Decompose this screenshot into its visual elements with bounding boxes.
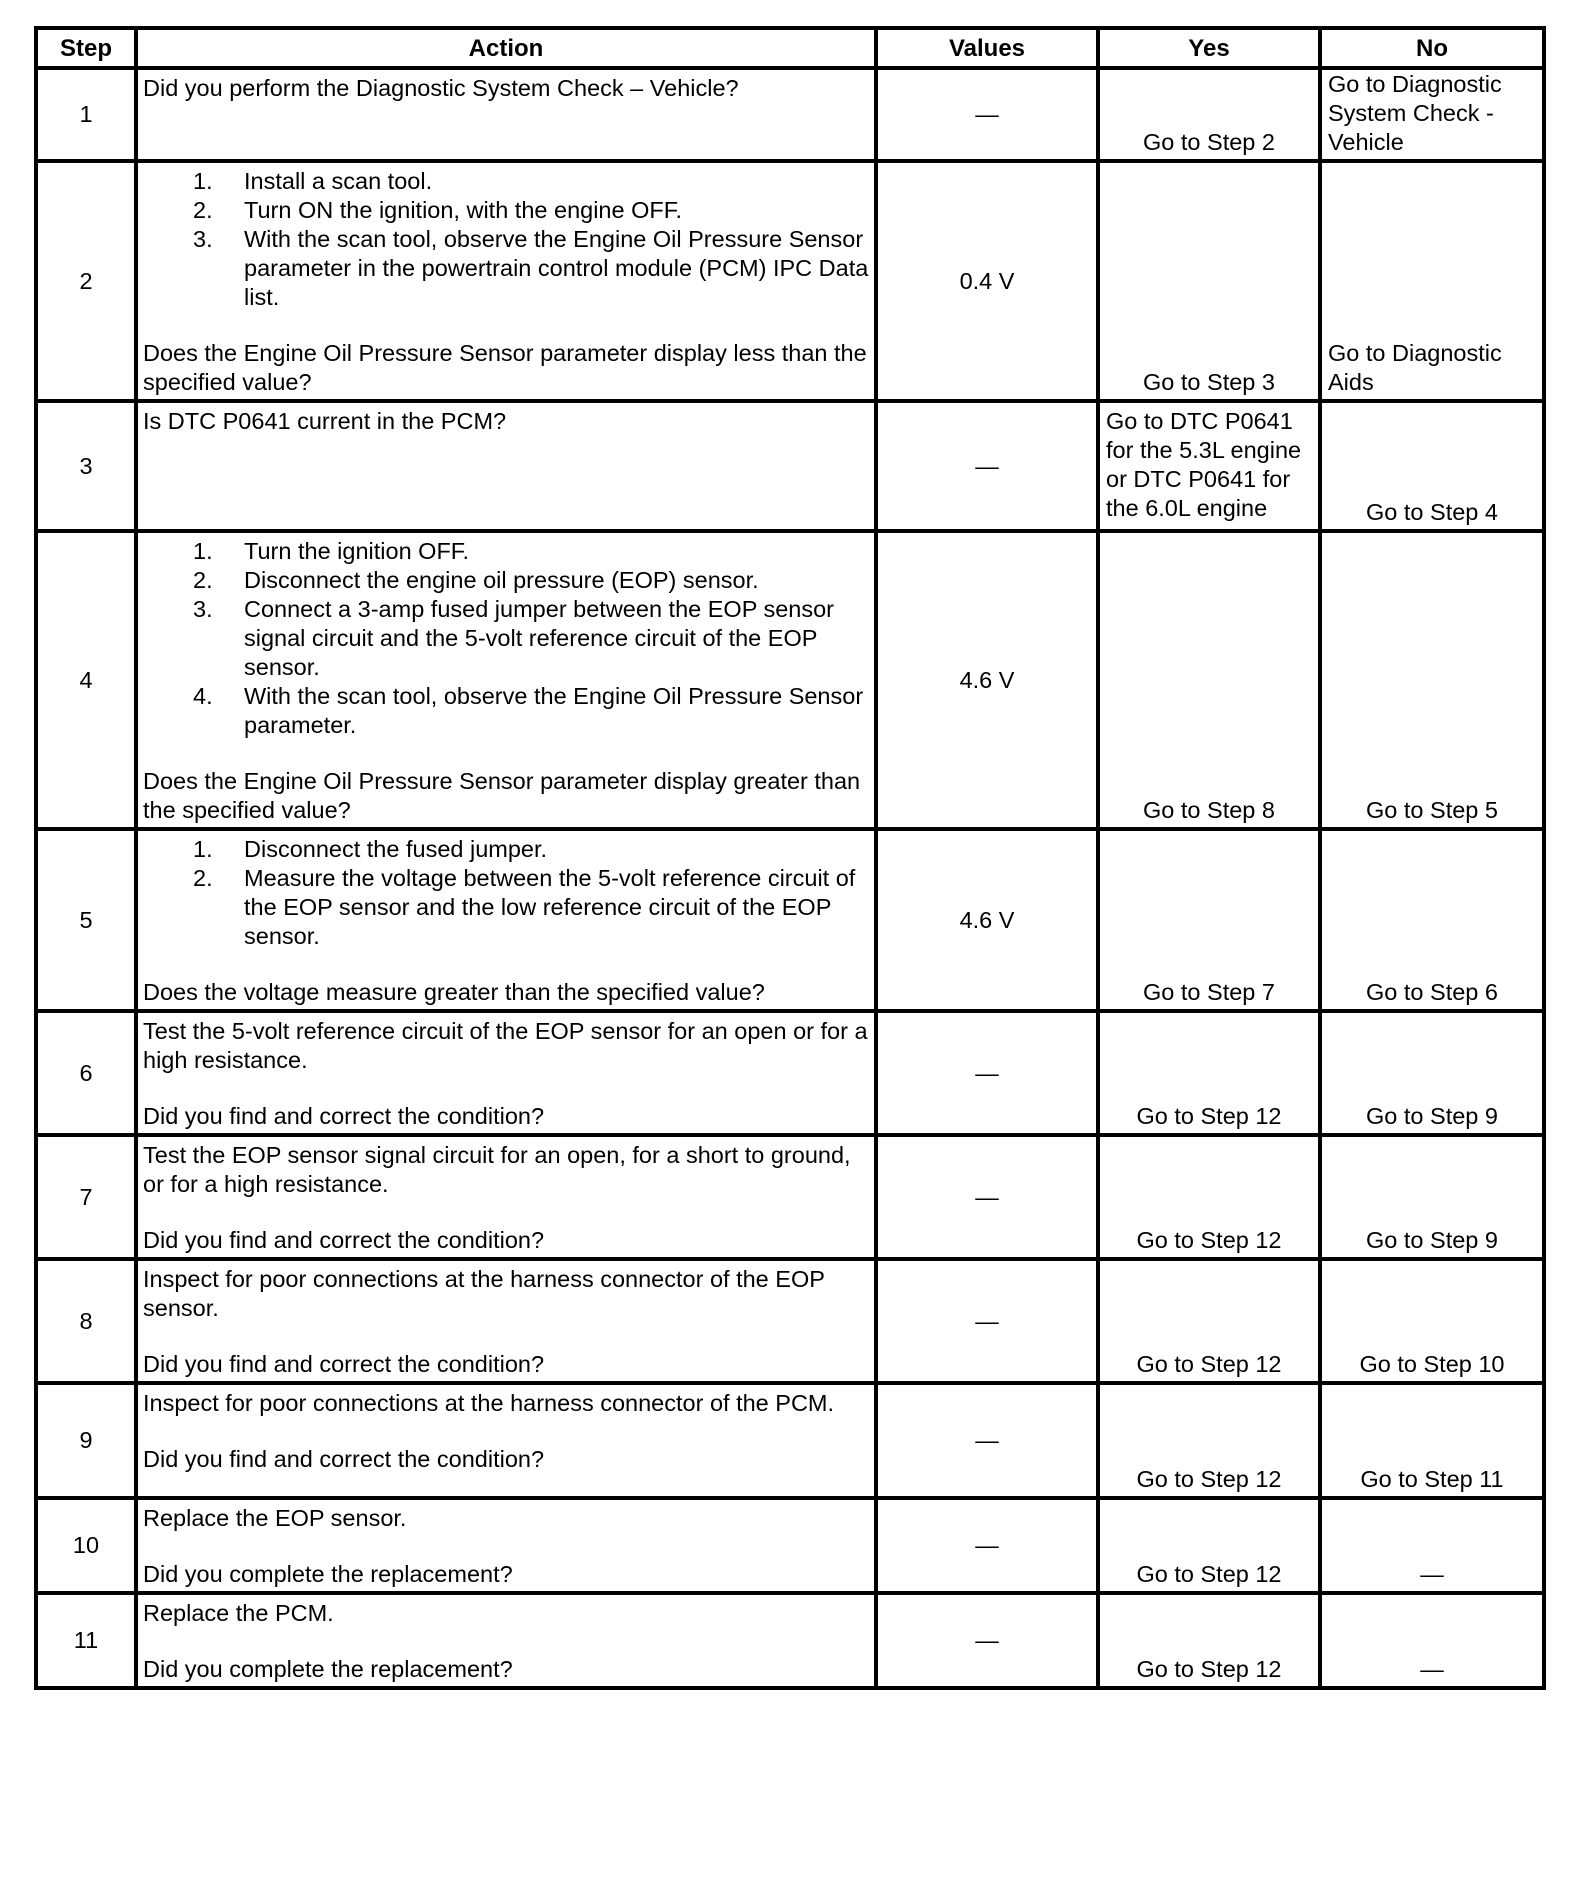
table-body	[36, 68, 1544, 1688]
action-cell	[136, 401, 876, 531]
header-no: No	[1320, 28, 1544, 68]
no-cell	[1320, 1383, 1544, 1498]
step-item-number: 1.	[193, 836, 213, 862]
action-step-item	[143, 682, 869, 740]
action-text: Replace the EOP sensor.	[143, 1505, 407, 1531]
yes-cell	[1098, 531, 1320, 829]
action-question: Does the Engine Oil Pressure Sensor parameter display less than the specified value?	[143, 340, 867, 395]
table-row	[36, 1259, 1544, 1383]
no-outcome: Go to Step 4	[1366, 499, 1498, 525]
table-row	[36, 829, 1544, 1011]
values-cell: —	[876, 401, 1098, 531]
values-cell: —	[876, 68, 1098, 161]
action-cell	[136, 1011, 876, 1135]
step-item-text: Turn the ignition OFF.	[244, 538, 470, 564]
action-step-item	[143, 196, 869, 225]
action-text: Did you perform the Diagnostic System Check – Vehicle?	[143, 75, 739, 101]
step-number: 6	[36, 1011, 136, 1135]
values-cell: 0.4 V	[876, 161, 1098, 401]
yes-outcome: Go to Step 12	[1136, 1561, 1282, 1587]
yes-outcome: Go to Step 12	[1136, 1656, 1282, 1682]
action-cell	[136, 1383, 876, 1498]
action-step-item	[143, 595, 869, 682]
spacer	[143, 1199, 869, 1226]
action-question: Does the Engine Oil Pressure Sensor parameter display greater than the specified value?	[143, 768, 861, 823]
no-outcome: Go to Step 9	[1366, 1103, 1498, 1129]
action-step-item	[143, 537, 869, 566]
step-item-text: Turn ON the ignition, with the engine OFF.	[244, 197, 683, 223]
no-outcome: —	[1420, 1656, 1444, 1682]
step-number: 11	[36, 1593, 136, 1688]
table-row	[36, 1383, 1544, 1498]
no-outcome: Go to Step 11	[1360, 1466, 1504, 1492]
action-step-item	[143, 225, 869, 312]
step-item-number: 2.	[193, 197, 213, 223]
action-step-item	[143, 864, 869, 951]
action-question: Did you find and correct the condition?	[143, 1227, 545, 1253]
step-item-number: 2.	[193, 567, 213, 593]
yes-cell	[1098, 401, 1320, 531]
step-number: 7	[36, 1135, 136, 1259]
action-step-item	[143, 167, 869, 196]
action-step-item	[143, 566, 869, 595]
action-steps-list	[143, 537, 869, 740]
action-cell	[136, 1259, 876, 1383]
action-text: Test the EOP sensor signal circuit for an open, for a short to ground, or for a high resistance.	[143, 1142, 851, 1197]
yes-outcome: Go to Step 3	[1143, 369, 1275, 395]
no-outcome: Go to Diagnostic System Check - Vehicle	[1328, 71, 1502, 155]
table-row	[36, 68, 1544, 161]
yes-outcome: Go to DTC P0641 for the 5.3L engine or DTC P0641 for the 6.0L engine	[1106, 408, 1302, 521]
table-row	[36, 1011, 1544, 1135]
yes-cell	[1098, 1259, 1320, 1383]
spacer	[143, 1628, 869, 1655]
step-item-text: Disconnect the fused jumper.	[244, 836, 548, 862]
action-cell	[136, 829, 876, 1011]
spacer	[143, 951, 869, 978]
table-row	[36, 401, 1544, 531]
step-item-text: Install a scan tool.	[244, 168, 433, 194]
action-step-item	[143, 835, 869, 864]
action-steps-list	[143, 835, 869, 951]
values-cell: —	[876, 1259, 1098, 1383]
yes-cell	[1098, 1011, 1320, 1135]
step-number: 1	[36, 68, 136, 161]
no-outcome: Go to Step 5	[1366, 797, 1498, 823]
yes-outcome: Go to Step 12	[1136, 1227, 1282, 1253]
yes-cell	[1098, 1135, 1320, 1259]
step-item-number: 3.	[193, 596, 213, 622]
diagnostic-table	[34, 26, 1546, 1690]
spacer	[143, 1323, 869, 1350]
values-cell: —	[876, 1498, 1098, 1593]
no-cell	[1320, 1011, 1544, 1135]
action-cell	[136, 1593, 876, 1688]
table-row	[36, 531, 1544, 829]
yes-outcome: Go to Step 12	[1136, 1103, 1282, 1129]
yes-cell	[1098, 1593, 1320, 1688]
no-cell	[1320, 1259, 1544, 1383]
action-steps-list	[143, 167, 869, 312]
action-cell	[136, 531, 876, 829]
no-cell	[1320, 829, 1544, 1011]
values-cell: —	[876, 1593, 1098, 1688]
step-item-text: With the scan tool, observe the Engine Oil Pressure Sensor parameter.	[244, 683, 864, 738]
header-row	[36, 28, 1544, 68]
step-item-number: 3.	[193, 226, 213, 252]
step-number: 5	[36, 829, 136, 1011]
no-cell	[1320, 68, 1544, 161]
yes-outcome: Go to Step 8	[1143, 797, 1275, 823]
step-item-text: Measure the voltage between the 5-volt reference circuit of the EOP sensor and the low reference circuit of the EOP sensor.	[244, 865, 856, 949]
step-item-text: Disconnect the engine oil pressure (EOP) sensor.	[244, 567, 759, 593]
no-outcome: —	[1420, 1561, 1444, 1587]
action-cell	[136, 161, 876, 401]
step-number: 3	[36, 401, 136, 531]
step-number: 4	[36, 531, 136, 829]
table-row	[36, 161, 1544, 401]
action-question: Does the voltage measure greater than the specified value?	[143, 979, 765, 1005]
yes-outcome: Go to Step 7	[1143, 979, 1275, 1005]
values-cell: 4.6 V	[876, 531, 1098, 829]
action-question: Did you find and correct the condition?	[143, 1446, 545, 1472]
yes-cell	[1098, 161, 1320, 401]
action-question: Did you find and correct the condition?	[143, 1351, 545, 1377]
action-cell	[136, 68, 876, 161]
yes-outcome: Go to Step 2	[1143, 129, 1275, 155]
action-text: Is DTC P0641 current in the PCM?	[143, 408, 507, 434]
no-cell	[1320, 1593, 1544, 1688]
values-cell: —	[876, 1383, 1098, 1498]
header-step: Step	[36, 28, 136, 68]
values-cell: —	[876, 1011, 1098, 1135]
no-outcome: Go to Diagnostic Aids	[1328, 340, 1502, 395]
table-row	[36, 1498, 1544, 1593]
spacer	[143, 312, 869, 339]
values-cell: —	[876, 1135, 1098, 1259]
yes-cell	[1098, 1383, 1320, 1498]
no-outcome: Go to Step 9	[1366, 1227, 1498, 1253]
no-outcome: Go to Step 6	[1366, 979, 1498, 1005]
step-item-number: 4.	[193, 683, 213, 709]
spacer	[143, 1418, 869, 1445]
header-values: Values	[876, 28, 1098, 68]
table-row	[36, 1593, 1544, 1688]
no-cell	[1320, 161, 1544, 401]
step-item-text: Connect a 3-amp fused jumper between the EOP sensor signal circuit and the 5-volt reference circuit of the EOP sensor.	[244, 596, 835, 680]
step-item-number: 2.	[193, 865, 213, 891]
table-row	[36, 1135, 1544, 1259]
no-cell	[1320, 531, 1544, 829]
yes-cell	[1098, 829, 1320, 1011]
action-text: Inspect for poor connections at the harness connector of the EOP sensor.	[143, 1266, 825, 1321]
spacer	[143, 1533, 869, 1560]
step-item-text: With the scan tool, observe the Engine Oil Pressure Sensor parameter in the powertrain control module (PCM) IPC Data list.	[244, 226, 869, 310]
step-item-number: 1.	[193, 168, 213, 194]
action-text: Test the 5-volt reference circuit of the EOP sensor for an open or for a high resistance.	[143, 1018, 868, 1073]
no-cell	[1320, 401, 1544, 531]
action-text: Replace the PCM.	[143, 1600, 334, 1626]
step-number: 2	[36, 161, 136, 401]
values-cell: 4.6 V	[876, 829, 1098, 1011]
spacer	[143, 1075, 869, 1102]
step-number: 8	[36, 1259, 136, 1383]
no-cell	[1320, 1498, 1544, 1593]
yes-cell	[1098, 68, 1320, 161]
action-question: Did you find and correct the condition?	[143, 1103, 545, 1129]
yes-cell	[1098, 1498, 1320, 1593]
action-cell	[136, 1498, 876, 1593]
header-yes: Yes	[1098, 28, 1320, 68]
step-number: 9	[36, 1383, 136, 1498]
action-question: Did you complete the replacement?	[143, 1656, 513, 1682]
step-item-number: 1.	[193, 538, 213, 564]
header-action: Action	[136, 28, 876, 68]
step-number: 10	[36, 1498, 136, 1593]
no-outcome: Go to Step 10	[1359, 1351, 1505, 1377]
action-question: Did you complete the replacement?	[143, 1561, 513, 1587]
yes-outcome: Go to Step 12	[1136, 1351, 1282, 1377]
action-cell	[136, 1135, 876, 1259]
spacer	[143, 740, 869, 767]
no-cell	[1320, 1135, 1544, 1259]
yes-outcome: Go to Step 12	[1136, 1466, 1282, 1492]
action-text: Inspect for poor connections at the harness connector of the PCM.	[143, 1390, 835, 1416]
